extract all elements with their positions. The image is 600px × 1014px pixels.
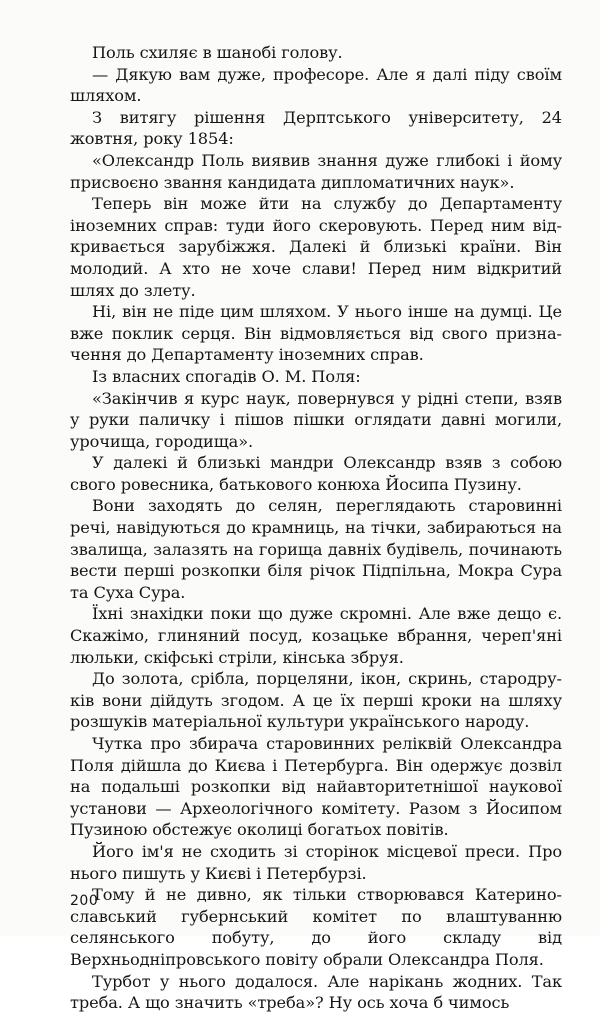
paragraph-6: Ні, він не піде цим шляхом. У нього інше на думці. Це вже поклик серця. Він відмовляється від свого призначення до Департаменту іноземних справ. — [70, 302, 562, 365]
paragraph-14: Його ім'я не сходить зі сторінок місцевої преси. Про нього пишуть у Києві і Петербурзі. — [70, 841, 562, 883]
paragraph-4: «Олександр Поль виявив знання дуже глибокі і йому присвоєно звання кандидата дипломатичних наук». — [70, 150, 562, 192]
paragraph-12: До золота, срібла, порцеляни, ікон, скринь, стародруків вони дійдуть згодом. А це їх перші кроки на шляху розшуків матеріальної культури українського народу. — [70, 669, 562, 732]
paragraph-2: — Дякую вам дуже, професоре. Але я далі піду своїм шляхом. — [70, 64, 562, 106]
paragraph-1: Поль схиляє в шанобі голову. — [92, 43, 343, 62]
paragraph-3: З витягу рішення Дерптського університету, 24 жовтня, року 1854: — [70, 107, 562, 149]
paragraph-10: Вони заходять до селян, переглядають старовинні речі, навідуються до крамниць, на тічки, забираються на звалища, залазять на горища давніх будівель, починають вести перші розкопки біля річок Підпільна, Мокра Сура та Суха Сура. — [70, 496, 562, 602]
paragraph-7: Із власних спогадів О. М. Поля: — [92, 366, 361, 386]
page-number: 200 — [70, 893, 99, 909]
paragraph-9: У далекі й близькі мандри Олександр взяв з собою свого ровесника, батькового конюха Йосипа Пузину. — [70, 453, 562, 494]
body-text — [70, 42, 562, 1014]
paragraph-15: Тому й не дивно, як тільки створювався Катеринославський губернський комітет по влаштуванню селянського побуту, до його складу від Верхньодніпровського повіту обрали Олександра Поля. — [70, 885, 562, 969]
paragraph-16: Турбот у нього додалося. Але нарікань жодних. Так треба. А що значить «треба»? Ну ось хоча б чимось — [70, 971, 562, 1013]
paragraph-8: «Закінчив я курс наук, повернувся у рідні степи, взяв у руки паличку і пішов пішки оглядати давні могили, урочища, городища». — [70, 388, 562, 451]
paragraph-5: Теперь він може йти на службу до Департаменту іноземних справ: туди його скеровують. Перед ним відкривається зарубіжжя. Далекі й близькі країни. Він молодий. А хто не хоче слави! Перед ним відкритий шлях до злету. — [70, 194, 562, 300]
paragraph-13: Чутка про збирача старовинних реліквій Олександра Поля дійшла до Києва і Петербурга. Він одержує дозвіл на подальші розкопки від найавторитетнішої наукової установи — Археологічного комітету. Разом з Йосипом Пузиною обстежує околиці богатьох повітів. — [70, 734, 562, 840]
paragraph-11: Їхні знахідки поки що дуже скромні. Але вже дещо є. Скажімо, глиняний посуд, козацьке вбрання, череп'яні люльки, скіфські стріли, кінська збруя. — [70, 604, 562, 667]
